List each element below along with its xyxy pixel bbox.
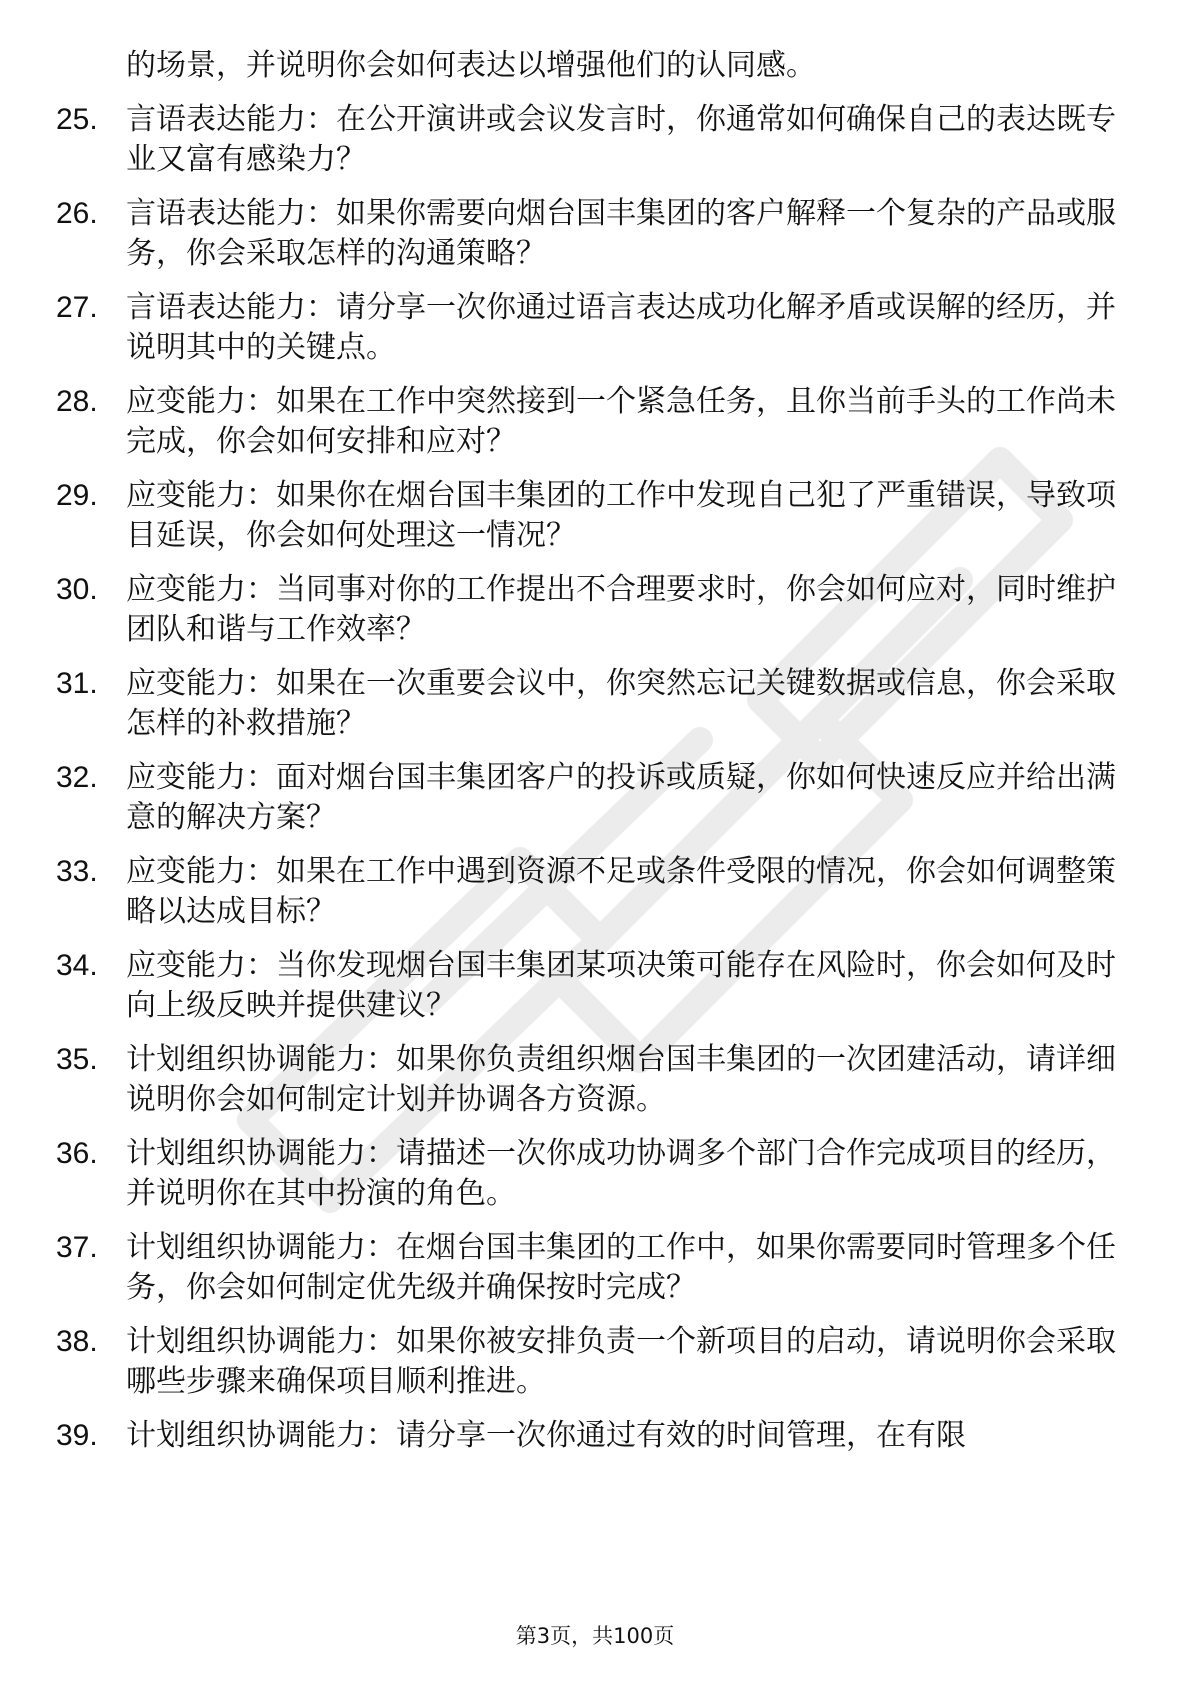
list-item	[56, 100, 1126, 180]
question-text: 计划组织协调能力：如果你负责组织烟台国丰集团的一次团建活动，请详细说明你会如何制定计划并协调各方资源。	[126, 1042, 1116, 1117]
list-item	[56, 1322, 1126, 1402]
question-number: 25.	[56, 103, 98, 136]
question-text: 计划组织协调能力：在烟台国丰集团的工作中，如果你需要同时管理多个任务，你会如何制定优先级并确保按时完成？	[126, 1230, 1116, 1305]
question-number: 26.	[56, 197, 98, 230]
list-item	[56, 852, 1126, 932]
question-text: 应变能力：面对烟台国丰集团客户的投诉或质疑，你如何快速反应并给出满意的解决方案？	[126, 760, 1116, 835]
list-item	[56, 1134, 1126, 1214]
question-list	[56, 100, 1126, 1456]
question-text: 计划组织协调能力：如果你被安排负责一个新项目的启动，请说明你会采取哪些步骤来确保项目顺利推进。	[126, 1324, 1116, 1399]
list-item	[56, 1040, 1126, 1120]
question-number: 28.	[56, 385, 98, 418]
question-number: 29.	[56, 479, 98, 512]
list-item	[56, 946, 1126, 1026]
question-text: 计划组织协调能力：请分享一次你通过有效的时间管理，在有限	[126, 1418, 966, 1453]
question-number: 37.	[56, 1231, 98, 1264]
question-number: 33.	[56, 855, 98, 888]
question-number: 27.	[56, 291, 98, 324]
list-item	[56, 382, 1126, 462]
list-item	[56, 1228, 1126, 1308]
question-text: 计划组织协调能力：请描述一次你成功协调多个部门合作完成项目的经历，并说明你在其中扮演的角色。	[126, 1136, 1116, 1211]
list-item	[56, 758, 1126, 838]
question-number: 32.	[56, 761, 98, 794]
question-content	[56, 46, 1126, 1456]
question-text: 应变能力：当你发现烟台国丰集团某项决策可能存在风险时，你会如何及时向上级反映并提供建议？	[126, 948, 1116, 1023]
question-text: 言语表达能力：如果你需要向烟台国丰集团的客户解释一个复杂的产品或服务，你会采取怎样的沟通策略？	[126, 196, 1116, 271]
question-text: 应变能力：如果你在烟台国丰集团的工作中发现自己犯了严重错误，导致项目延误，你会如何处理这一情况？	[126, 478, 1116, 553]
list-item	[56, 476, 1126, 556]
list-item	[56, 194, 1126, 274]
list-item	[56, 288, 1126, 368]
question-number: 30.	[56, 573, 98, 606]
list-item	[56, 664, 1126, 744]
question-text: 言语表达能力：在公开演讲或会议发言时，你通常如何确保自己的表达既专业又富有感染力？	[126, 102, 1116, 177]
list-item	[56, 570, 1126, 650]
question-text: 应变能力：如果在一次重要会议中，你突然忘记关键数据或信息，你会采取怎样的补救措施？	[126, 666, 1116, 741]
question-text: 应变能力：如果在工作中突然接到一个紧急任务，且你当前手头的工作尚未完成，你会如何安排和应对？	[126, 384, 1116, 459]
question-number: 36.	[56, 1137, 98, 1170]
page-footer: 第3页，共100页	[515, 1624, 675, 1648]
question-number: 39.	[56, 1419, 98, 1452]
list-item	[56, 1416, 1126, 1456]
question-number: 31.	[56, 667, 98, 700]
question-number: 35.	[56, 1043, 98, 1076]
question-text: 言语表达能力：请分享一次你通过语言表达成功化解矛盾或误解的经历，并说明其中的关键点。	[126, 290, 1116, 365]
question-text: 应变能力：当同事对你的工作提出不合理要求时，你会如何应对，同时维护团队和谐与工作效率？	[126, 572, 1116, 647]
question-number: 34.	[56, 949, 98, 982]
continuation-text: 的场景，并说明你会如何表达以增强他们的认同感。	[126, 48, 816, 83]
question-number: 38.	[56, 1325, 98, 1358]
question-text: 应变能力：如果在工作中遇到资源不足或条件受限的情况，你会如何调整策略以达成目标？	[126, 854, 1116, 929]
